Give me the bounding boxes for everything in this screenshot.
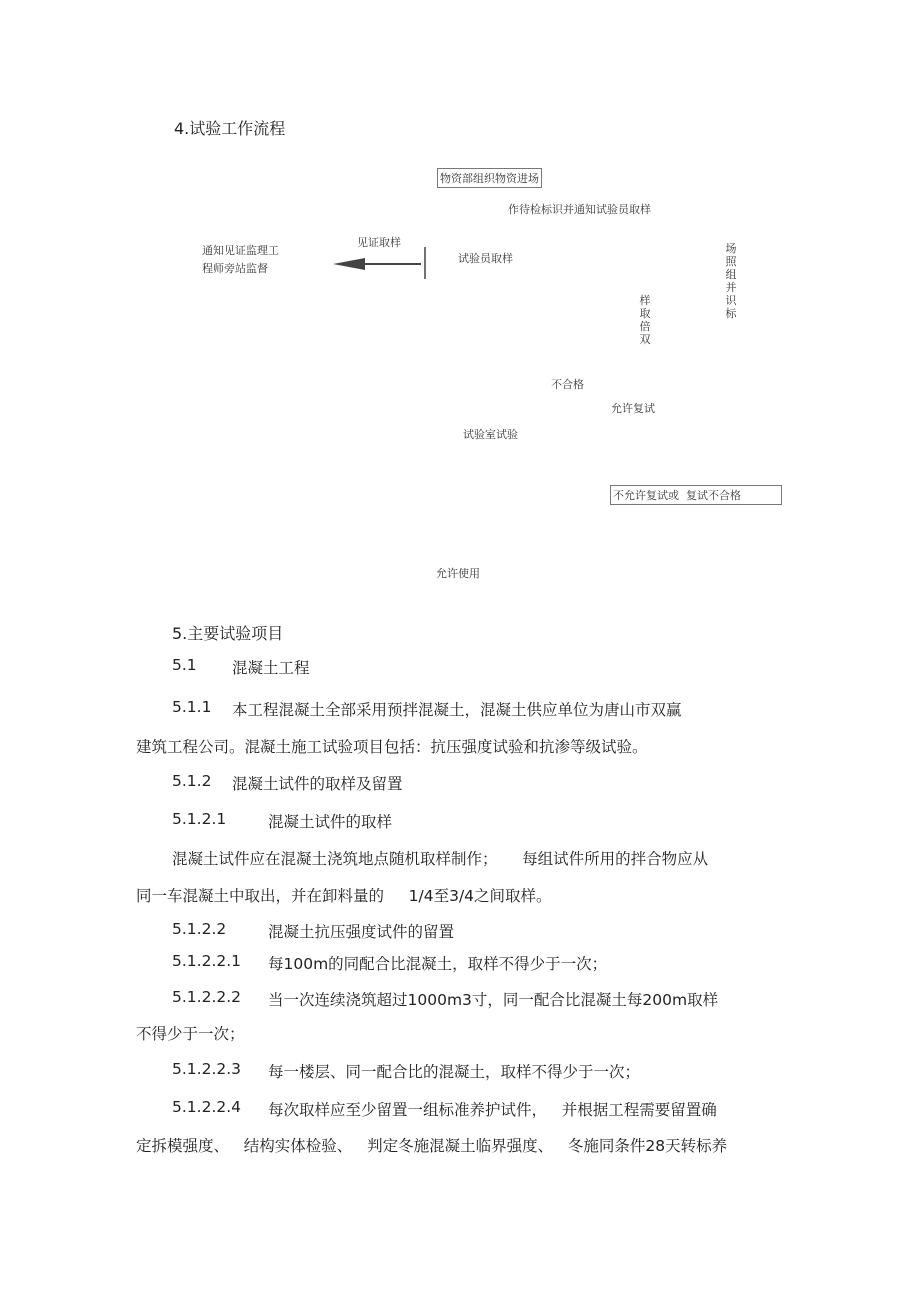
flow-tester-sampling: 试验员取样: [458, 252, 513, 265]
s51222-text: 当一次连续浇筑超过1000m3寸，同一配合比混凝土每200m取样: [268, 991, 719, 1009]
flow-vertical-double-char: 取: [639, 307, 651, 320]
s51223-text: 每一楼层、同一配合比的混凝土，取样不得少于一次；: [268, 1063, 641, 1081]
s51224-line2: 定拆模强度、 结构实体检验、 判定冬施混凝土临界强度、 冬施同条件28天转标养: [136, 1137, 728, 1155]
flow-vertical-double-char: 双: [639, 333, 651, 346]
s511-line1: 本工程混凝土全部采用预拌混凝土，混凝土供应单位为唐山市双赢: [232, 701, 682, 719]
s51-title: 混凝土工程: [232, 659, 310, 677]
s5121-number: 5.1.2.1: [172, 810, 227, 828]
s511-number: 5.1.1: [172, 698, 212, 716]
section5-title: 5.主要试验项目: [172, 624, 284, 643]
section4-title: 4.试验工作流程: [174, 119, 286, 138]
sampling-para-line1: 混凝土试件应在混凝土浇筑地点随机取样制作； 每组试件所用的拌合物应从: [172, 850, 709, 868]
flow-arrow: [325, 244, 435, 284]
flow-vertical-right-char: 识: [725, 294, 737, 307]
s51222-line2: 不得少于一次；: [136, 1025, 245, 1043]
flow-notify-supervisor-line1: 通知见证监理工: [202, 244, 279, 257]
flow-vertical-right-char: 标: [725, 307, 737, 320]
s5121-title: 混凝土试件的取样: [268, 813, 393, 831]
s5122-title: 混凝土抗压强度试件的留置: [268, 923, 455, 941]
flow-vertical-right-char: 组: [725, 268, 737, 281]
flow-arrow-head: [333, 258, 365, 270]
s51224-number: 5.1.2.2.4: [172, 1098, 242, 1116]
flow-notify-supervisor-line2: 程师旁站监督: [202, 262, 268, 275]
s5122-number: 5.1.2.2: [172, 920, 227, 938]
s51224-text: 每次取样应至少留置一组标准养护试件， 并根据工程需要留置确: [268, 1101, 717, 1119]
sampling-para-line2: 同一车混凝土中取出，并在卸料量的 1/4至3/4之间取样。: [136, 887, 552, 905]
flow-lab-test: 试验室试验: [463, 428, 518, 441]
s512-number: 5.1.2: [172, 772, 212, 790]
flow-allow-retest: 允许复试: [611, 402, 655, 415]
flow-unqualified: 不合格: [551, 378, 584, 391]
flow-vertical-double-char: 倍: [639, 320, 651, 333]
flow-witness-sampling: 见证取样: [357, 236, 401, 249]
flow-material-entry-box: 物资部组织物资进场: [437, 168, 542, 188]
flow-vertical-right-char: 照: [725, 255, 737, 268]
s51222-number: 5.1.2.2.2: [172, 988, 242, 1006]
flow-vertical-right-char: 场: [725, 242, 737, 255]
flow-vertical-double-char: 样: [639, 294, 651, 307]
s512-title: 混凝土试件的取样及留置: [232, 775, 403, 793]
flow-vertical-right-char: 并: [725, 281, 737, 294]
s51221-text: 每100m的同配合比混凝土，取样不得少于一次；: [268, 955, 608, 973]
s511-line2: 建筑工程公司。混凝土施工试验项目包括：抗压强度试验和抗渗等级试验。: [136, 738, 648, 756]
flow-vertical-right: [725, 242, 737, 320]
flow-check-label: 作待检标识并通知试验员取样: [508, 203, 651, 216]
flow-allow-use: 允许使用: [436, 567, 480, 580]
flow-vertical-double: [639, 294, 651, 346]
s51223-number: 5.1.2.2.3: [172, 1060, 242, 1078]
s51-number: 5.1: [172, 656, 197, 674]
s51221-number: 5.1.2.2.1: [172, 952, 242, 970]
flow-no-retest-box: 不允许复试或 复试不合格: [610, 485, 782, 505]
